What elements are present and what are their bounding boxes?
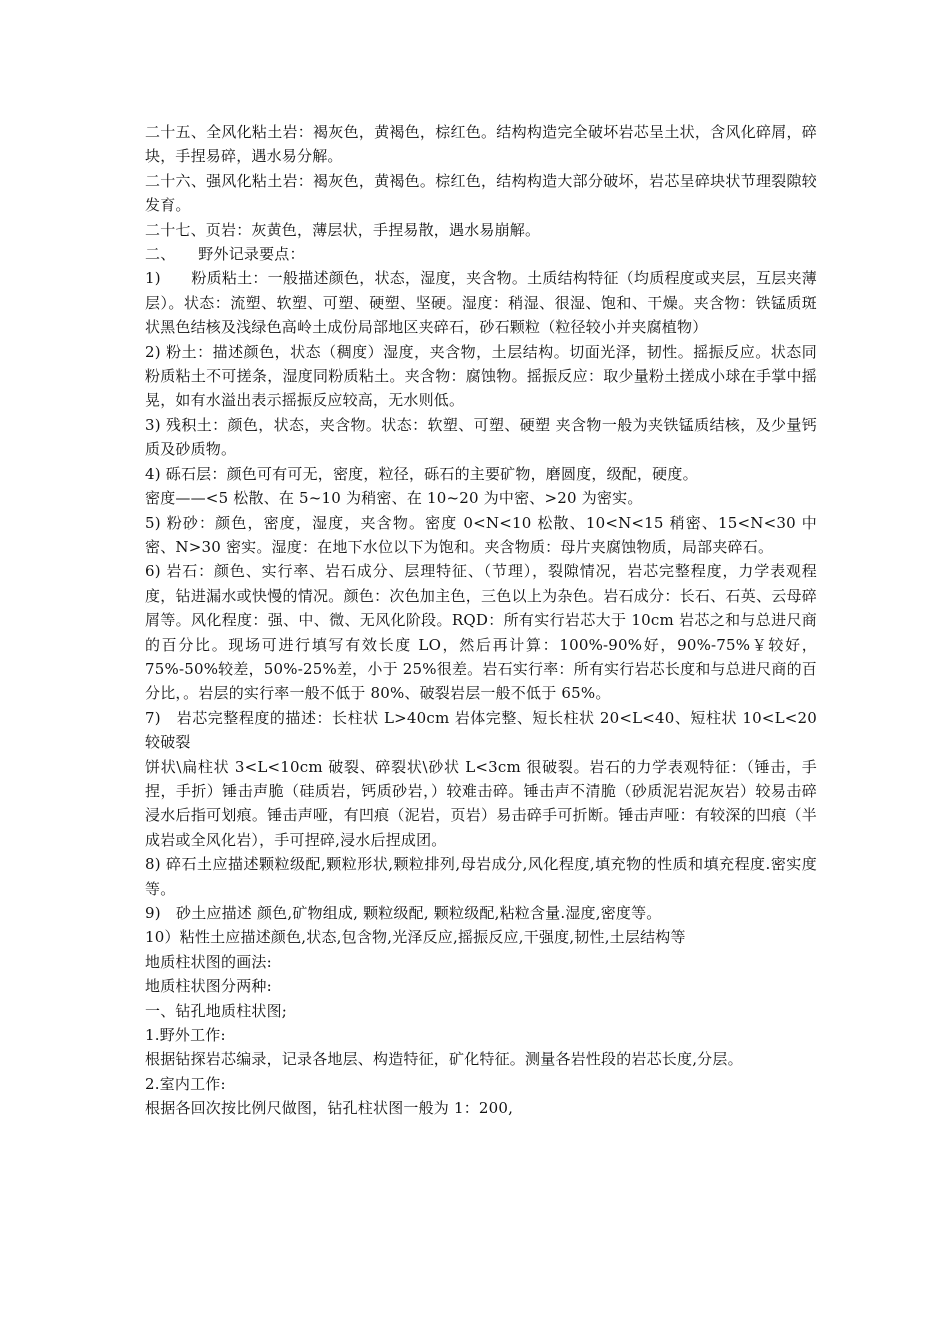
section-heading: 地质柱状图的画法: bbox=[145, 952, 272, 971]
paragraph: 3) 残积土：颜色，状态，夹含物。状态：软塑、可塑、硬塑 夹含物一般为夹铁锰质结核，及少量钙质及砂质物。 bbox=[145, 415, 817, 459]
section-heading: 一、钻孔地质柱状图; bbox=[145, 1001, 288, 1020]
paragraph: 根据各回次按比例尺做图，钻孔柱状图一般为 1：200, bbox=[145, 1099, 514, 1118]
paragraph: 密度——<5 松散、在 5~10 为稍密、在 10~20 为中密、>20 为密实。 bbox=[145, 489, 643, 508]
section-heading: 2.室内工作: bbox=[145, 1074, 226, 1093]
paragraph: 7) 岩芯完整程度的描述：长柱状 L>40cm 岩体完整、短长柱状 20<L<40、短柱状 10<L<20 较破裂 bbox=[145, 708, 817, 752]
paragraph: 根据钻探岩芯编录，记录各地层、构造特征，矿化特征。测量各岩性段的岩芯长度,分层。 bbox=[145, 1050, 743, 1069]
paragraph: 二十五、全风化粘土岩：褐灰色，黄褐色，棕红色。结构构造完全破坏岩芯呈土状，含风化碎屑，碎块，手捏易碎，遇水易分解。 bbox=[145, 123, 817, 166]
paragraph: 10）粘性土应描述颜色,状态,包含物,光泽反应,摇振反应,干强度,韧性,土层结构等 bbox=[145, 928, 686, 947]
paragraph: 饼状\扁柱状 3<L<10cm 破裂、碎裂状\砂状 L<3cm 很破裂。岩石的力学表观特征：（锤击，手捏，手折）锤击声脆（硅质岩，钙质砂岩，）较难击碎。锤击声不清脆（砂质泥岩泥灰岩）较易击碎浸水后指可划痕。锤击声哑，有凹痕（泥岩，页岩）易击碎手可折断。锤击声哑：有较深的凹痕（半成岩或全风化岩），手可捏碎,浸水后捏成团。 bbox=[145, 757, 817, 849]
paragraph: 2) 粉土：描述颜色，状态（稠度）湿度，夹含物，土层结构。切面光泽，韧性。摇振反应。状态同粉质粘土不可搓条，湿度同粉质粘土。夹含物：腐蚀物。摇振反应：取少量粉土搓成小球在手掌中摇晃，如有水溢出表示摇振反应较高，无水则低。 bbox=[145, 342, 817, 410]
paragraph: 4) 砾石层：颜色可有可无，密度，粒径，砾石的主要矿物，磨圆度，级配，硬度。 bbox=[145, 464, 698, 483]
paragraph: 地质柱状图分两种: bbox=[145, 977, 272, 996]
document-body bbox=[145, 120, 817, 1121]
paragraph: 9) 砂土应描述 颜色,矿物组成, 颗粒级配, 颗粒级配,粘粒含量.湿度,密度等。 bbox=[145, 904, 662, 922]
section-heading: 1.野外工作: bbox=[145, 1026, 226, 1045]
paragraph: 二十六、强风化粘土岩：褐灰色，黄褐色。棕红色，结构构造大部分破坏，岩芯呈碎块状节理裂隙较发育。 bbox=[145, 171, 817, 215]
paragraph: 二十七、页岩：灰黄色，薄层状，手捏易散，遇水易崩解。 bbox=[145, 220, 541, 239]
section-heading: 二、 野外记录要点： bbox=[145, 245, 305, 264]
paragraph: 5) 粉砂：颜色，密度，湿度，夹含物。密度 0<N<10 松散、10<N<15 稍密、15<N<30 中密、N>30 密实。湿度：在地下水位以下为饱和。夹含物质：母片夹腐蚀物质，局部夹碎石。 bbox=[145, 513, 817, 556]
paragraph: 8) 碎石土应描述颗粒级配,颗粒形状,颗粒排列,母岩成分,风化程度,填充物的性质和填充程度.密实度等。 bbox=[145, 855, 817, 898]
paragraph: 1) 粉质粘土：一般描述颜色，状态，湿度，夹含物。土质结构特征（均质程度或夹层，互层夹薄层）。状态：流塑、软塑、可塑、硬塑、坚硬。湿度：稍湿、很湿、饱和、干燥。夹含物：铁锰质斑状黑色结核及浅绿色高岭土成份局部地区夹碎石，砂石颗粒（粒径较小并夹腐植物） bbox=[145, 269, 817, 337]
paragraph: 6) 岩石：颜色、实行率、岩石成分、层理特征、（节理），裂隙情况，岩芯完整程度，力学表观程度，钻进漏水或快慢的情况。颜色：次色加主色，三色以上为杂色。岩石成分：长石、石英、云母碎屑等。风化程度：强、中、微、无风化阶段。RQD：所有实行岩芯大于 10cm 岩芯之和与总进尺商的百分比。现场可进行填写有效长度 LO，然后再计算：100%-90%好，90%-75%￥较好，75%-50%较差，50%-25%差，小于 25%很差。岩石实行率：所有实行岩芯长度和与总进尺商的百分比，。岩层的实行率一般不低于 80%、破裂岩层一般不低于 65%。 bbox=[145, 562, 817, 703]
